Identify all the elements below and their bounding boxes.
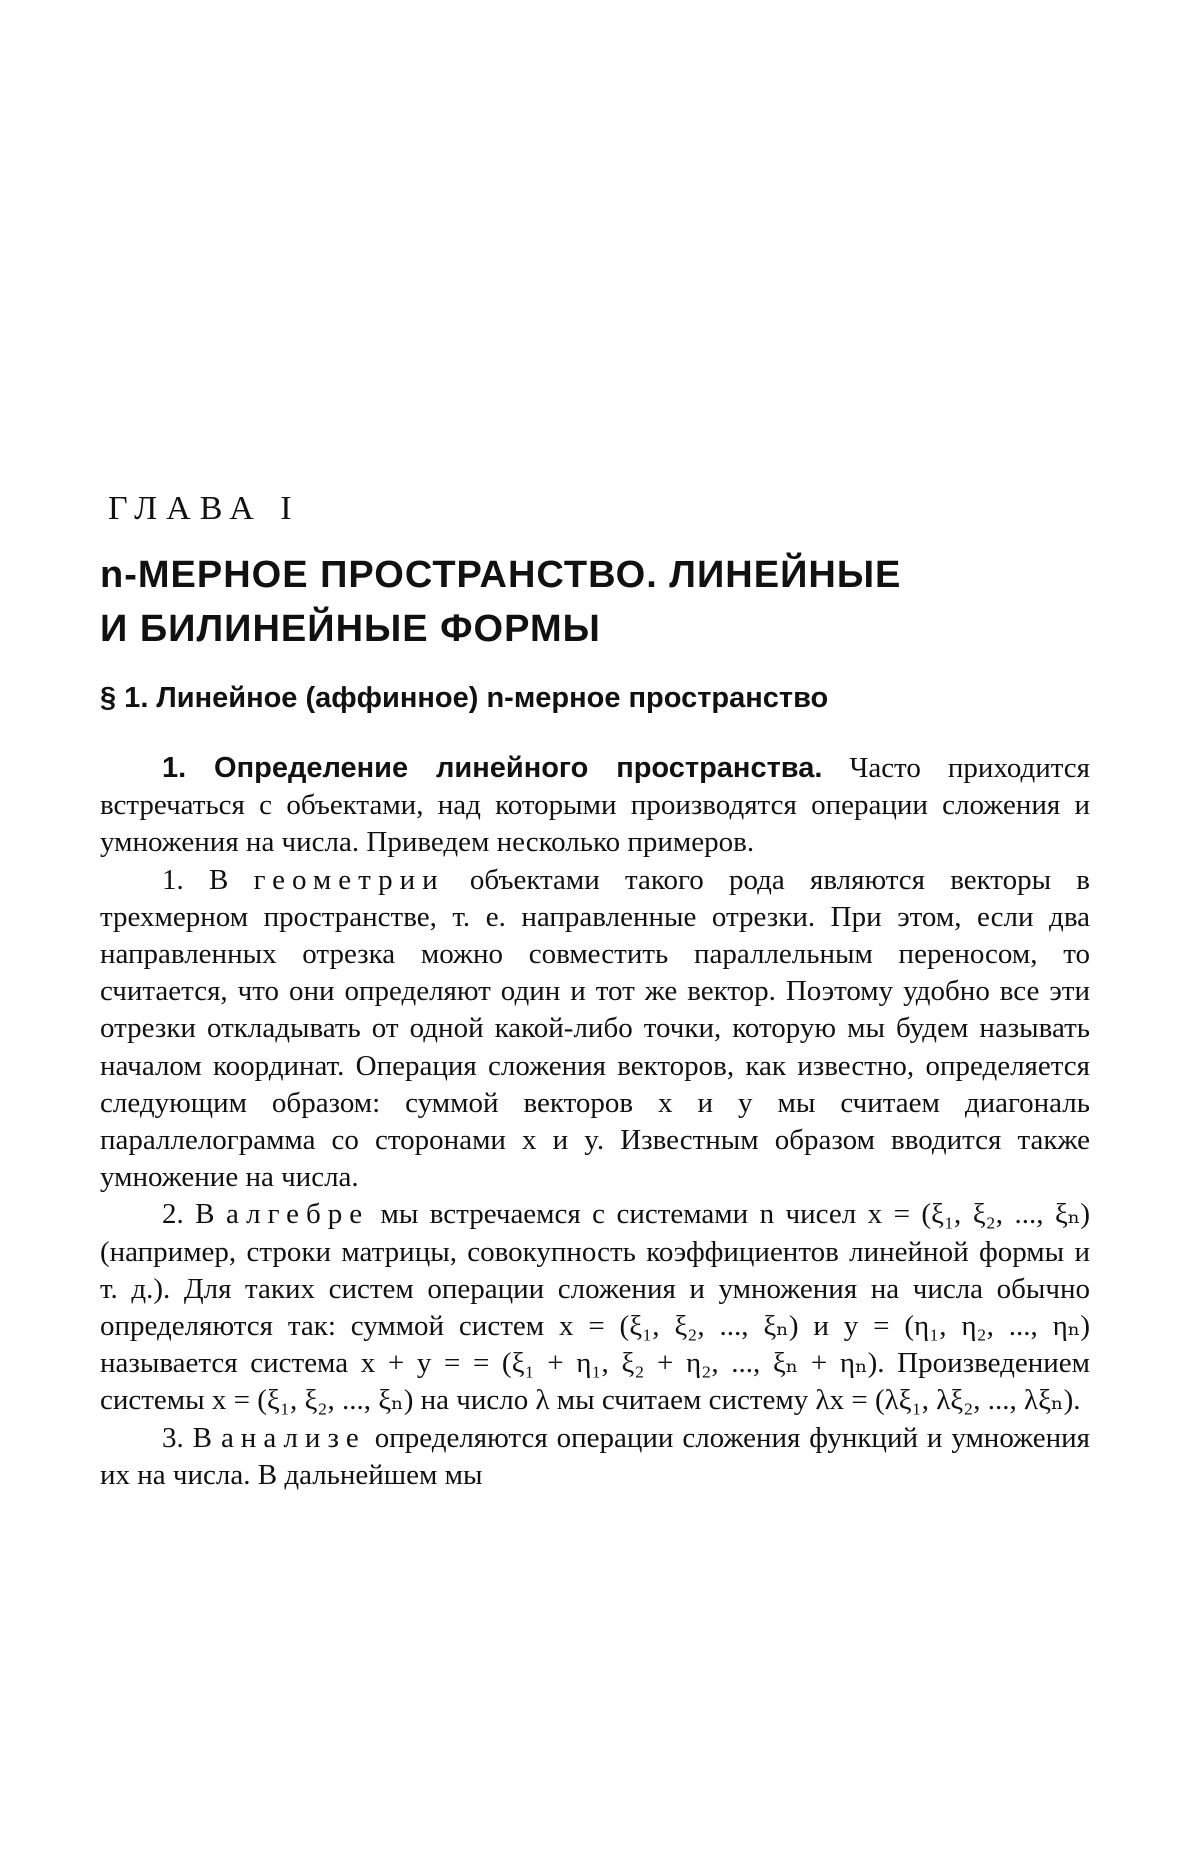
paragraph-4 bbox=[100, 1420, 1090, 1494]
example-2-keyword: алгебре bbox=[225, 1198, 370, 1231]
example-1-number: 1. В bbox=[162, 863, 229, 896]
paragraph-3 bbox=[100, 1196, 1090, 1419]
chapter-title bbox=[100, 548, 1100, 656]
chapter-title-line1: n-МЕРНОЕ ПРОСТРАНСТВО. ЛИНЕЙНЫЕ bbox=[100, 554, 902, 596]
paragraph-2 bbox=[100, 862, 1090, 1197]
subsection-heading: 1. Определение линейного пространства. bbox=[162, 752, 823, 784]
section-title: § 1. Линейное (аффинное) n-мерное пространство bbox=[100, 682, 829, 714]
body-text bbox=[100, 750, 1090, 1494]
paragraph-3-text: мы встречаемся с системами n чисел x = (ξ₁, ξ₂, ..., ξₙ) (например, строки матрицы, совокупность коэффициентов линейной формы и т. д.). Для таких систем операции сложения и умножения на числа обычно определяются так: суммой систем x = (ξ₁, ξ₂, ..., ξₙ) и y = (η₁, η₂, ..., ηₙ) называется система x + y = = (ξ₁ + η₁, ξ₂ + η₂, ..., ξₙ + ηₙ). Произведением системы x = (ξ₁, ξ₂, ..., ξₙ) на число λ мы считаем систему λx = (λξ₁, λξ₂, ..., λξₙ). bbox=[100, 1198, 1091, 1417]
example-3-keyword: анализе bbox=[220, 1421, 366, 1454]
chapter-title-line2: И БИЛИНЕЙНЫЕ ФОРМЫ bbox=[100, 608, 601, 650]
example-1-keyword: геометрии bbox=[253, 863, 445, 896]
chapter-label: ГЛАВА I bbox=[108, 490, 301, 527]
paragraph-1 bbox=[100, 750, 1090, 862]
example-3-number: 3. В bbox=[162, 1421, 213, 1454]
paragraph-1-text: Часто приходится встречаться с объектами, над которыми производятся операции сложения и умножения на числа. Приведем несколько примеров. bbox=[100, 752, 1091, 859]
example-2-number: 2. В bbox=[162, 1198, 215, 1231]
paragraph-4-text: определяются операции сложения функций и умножения их на числа. В дальнейшем мы bbox=[100, 1421, 1091, 1491]
paragraph-2-text: объектами такого рода являются векторы в трехмерном пространстве, т. е. направленные отрезки. При этом, если два направленных отрезка можно совместить параллельным переносом, то считается, что они определяют один и тот же вектор. Поэтому удобно все эти отрезки откладывать от одной какой-либо точки, которую мы будем называть началом координат. Операция сложения векторов, как известно, определяется следующим образом: суммой векторов x и y мы считаем диагональ параллелограмма со сторонами x и y. Известным образом вводится также умножение на числа. bbox=[100, 863, 1090, 1194]
